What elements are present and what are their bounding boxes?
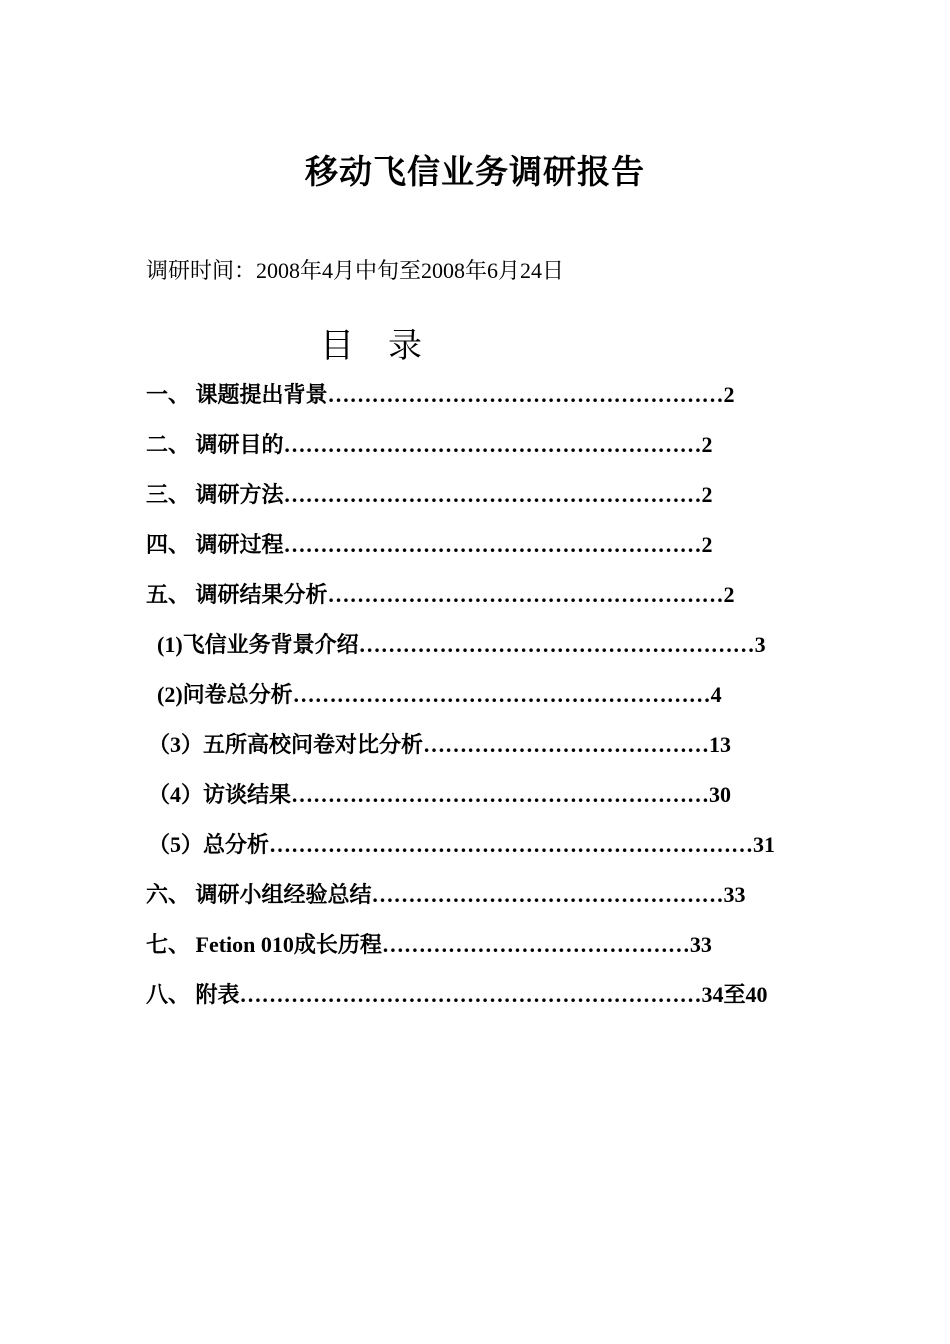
toc-entry [146,480,713,510]
toc-entry [146,530,713,560]
toc-entry-number: 一、 [146,382,191,407]
toc-entry-number: （3） [148,732,204,757]
toc-entry-page: 33 [723,882,746,907]
toc-entry-number: 四、 [146,532,191,557]
toc-entry-number: 八、 [146,982,191,1007]
toc-entry-number: 三、 [146,482,191,507]
toc-entry [146,880,746,910]
toc-entry-leader: ……………………………………………… [327,382,724,407]
toc-entry-leader: ………………………………………………… [283,482,702,507]
toc-entry [157,630,766,660]
toc-entry [148,730,731,760]
toc-entry-label: 访谈结果 [203,782,292,807]
toc-entry-leader: ………………………………………………………… [269,832,754,857]
toc-entry-label: 调研小组经验总结 [195,882,372,907]
toc-entry-label: 问卷总分析 [182,682,293,707]
toc-entry-label: 调研结果分析 [195,582,328,607]
toc-entry-page: 2 [723,382,735,407]
document-title: 移动飞信业务调研报告 [305,152,645,191]
toc-entry-leader: ………………………………………………… [292,682,711,707]
toc-entry-page: 30 [709,782,732,807]
toc-entry-number: (2) [157,682,183,707]
toc-entry-page: 13 [709,732,732,757]
toc-entry-page: 2 [723,582,735,607]
toc-entry-leader: ……………………………………………… [358,632,755,657]
toc-entry [146,430,713,460]
toc-entry-number: （4） [148,782,204,807]
toc-entry-leader: ……………………………………………………… [239,982,702,1007]
toc-entry-label: 调研目的 [195,432,284,457]
toc-entry-page: 34至40 [701,982,768,1007]
toc-heading: 目 录 [320,328,422,365]
toc-entry-label: 总分析 [203,832,270,857]
survey-time: 调研时间：2008年4月中旬至2008年6月24日 [146,258,565,283]
toc-entry-number: 七、 [146,932,191,957]
toc-entry-label: 调研过程 [195,532,284,557]
toc-entry-leader: ………………………………………………… [291,782,710,807]
toc-entry-page: 2 [701,482,713,507]
toc-entry-leader: ………………………………… [423,732,710,757]
toc-entry-leader: ………………………………………… [371,882,724,907]
toc-entry [157,680,722,710]
toc-entry-page: 33 [689,932,712,957]
toc-entry-number: (1) [157,632,183,657]
toc-entry-page: 4 [710,682,722,707]
toc-entry-label: Fetion 010成长历程 [195,932,382,957]
toc-entry-page: 2 [701,532,713,557]
toc-entry [148,780,731,810]
toc-entry-number: 五、 [146,582,191,607]
toc-entry-page: 3 [754,632,766,657]
toc-entry [146,380,735,410]
toc-entry-label: 飞信业务背景介绍 [182,632,359,657]
toc-entry [146,580,735,610]
toc-entry-number: （5） [148,832,204,857]
toc-entry-leader: ………………………………………………… [283,532,702,557]
toc-entry [146,930,712,960]
toc-entry-page: 2 [701,432,713,457]
toc-entry-leader: ………………………………………………… [283,432,702,457]
toc-entry-leader: ……………………………………………… [327,582,724,607]
toc-entry [146,980,768,1010]
toc-entry-label: 附表 [195,982,240,1007]
toc-entry-label: 调研方法 [195,482,284,507]
toc-entry-page: 31 [753,832,776,857]
toc-entry [148,830,775,860]
toc-entry-label: 课题提出背景 [195,382,328,407]
toc-entry-number: 二、 [146,432,191,457]
toc-entry-number: 六、 [146,882,191,907]
toc-entry-leader: …………………………………… [381,932,690,957]
toc-entry-label: 五所高校问卷对比分析 [203,732,424,757]
